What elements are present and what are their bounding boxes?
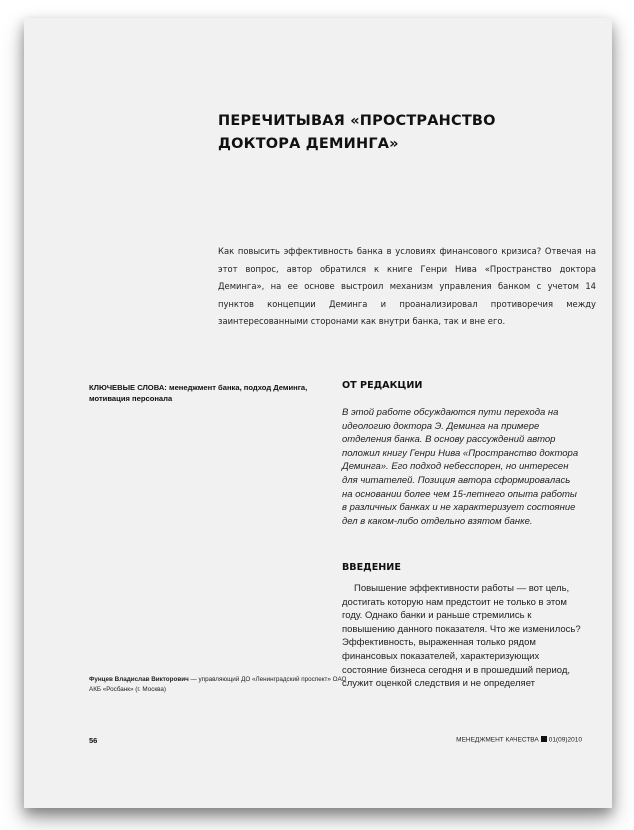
- journal-page: [24, 18, 612, 808]
- editorial-text: В этой работе обсуждаются пути перехода на идеологию доктора Э. Деминга на примере отделения банка. В основу рассуждений автор положил книгу Генри Нива «Пространство доктора Деминга». Его подход небесспорен, но интересен для читателей. Позиция автора сформировалась на основании более чем 15-летнего опыта работы в различных банках и не характеризует состояние дел в каком-либо отдельно взятом банке.: [342, 407, 579, 527]
- author-info: [89, 675, 349, 695]
- intro-text: Повышение эффективности работы — вот цель, достигать которую нам предстоит не только в этом году. Однако банки и раньше стремились к повышению данного показателя. Что же изменилось? Эффективность, выраженная только рядом финансовых показателей, характеризующих состояние бизнеса сегодня и в прошедший период, служит оценкой следствия и не определяет: [342, 583, 581, 690]
- journal-name: МЕНЕДЖМЕНТ КАЧЕСТВА: [456, 736, 539, 744]
- editorial-heading: ОТ РЕДАКЦИИ: [342, 380, 423, 391]
- page-number: 56: [89, 736, 98, 745]
- keywords: КЛЮЧЕВЫЕ СЛОВА: менеджмент банка, подход Деминга, мотивация персонала: [89, 383, 308, 403]
- journal-issue: 01(09)2010: [548, 736, 582, 744]
- article-title: ПЕРЕЧИТЫВАЯ «ПРОСТРАНСТВО ДОКТОРА ДЕМИНГА»: [218, 113, 496, 152]
- author-role: — управляющий ДО «Ленинградский проспект» ОАО АКБ «Росбанк» (г. Москва): [89, 676, 347, 693]
- footer-journal: [456, 736, 582, 744]
- author-name: Фунцев Владислав Викторович: [89, 676, 189, 683]
- square-separator-icon: [541, 736, 547, 742]
- article-lead: Как повысить эффективность банка в условиях финансового кризиса? Отвечая на этот вопрос, автор обратился к книге Генри Нива «Пространство доктора Деминга», на ее основе выстроил механизм управления банком с учетом 14 пунктов концепции Деминга и проанализировал противоречия между заинтересованными сторонами как внутри банка, так и вне его.: [218, 246, 596, 327]
- intro-heading: ВВЕДЕНИЕ: [342, 562, 401, 573]
